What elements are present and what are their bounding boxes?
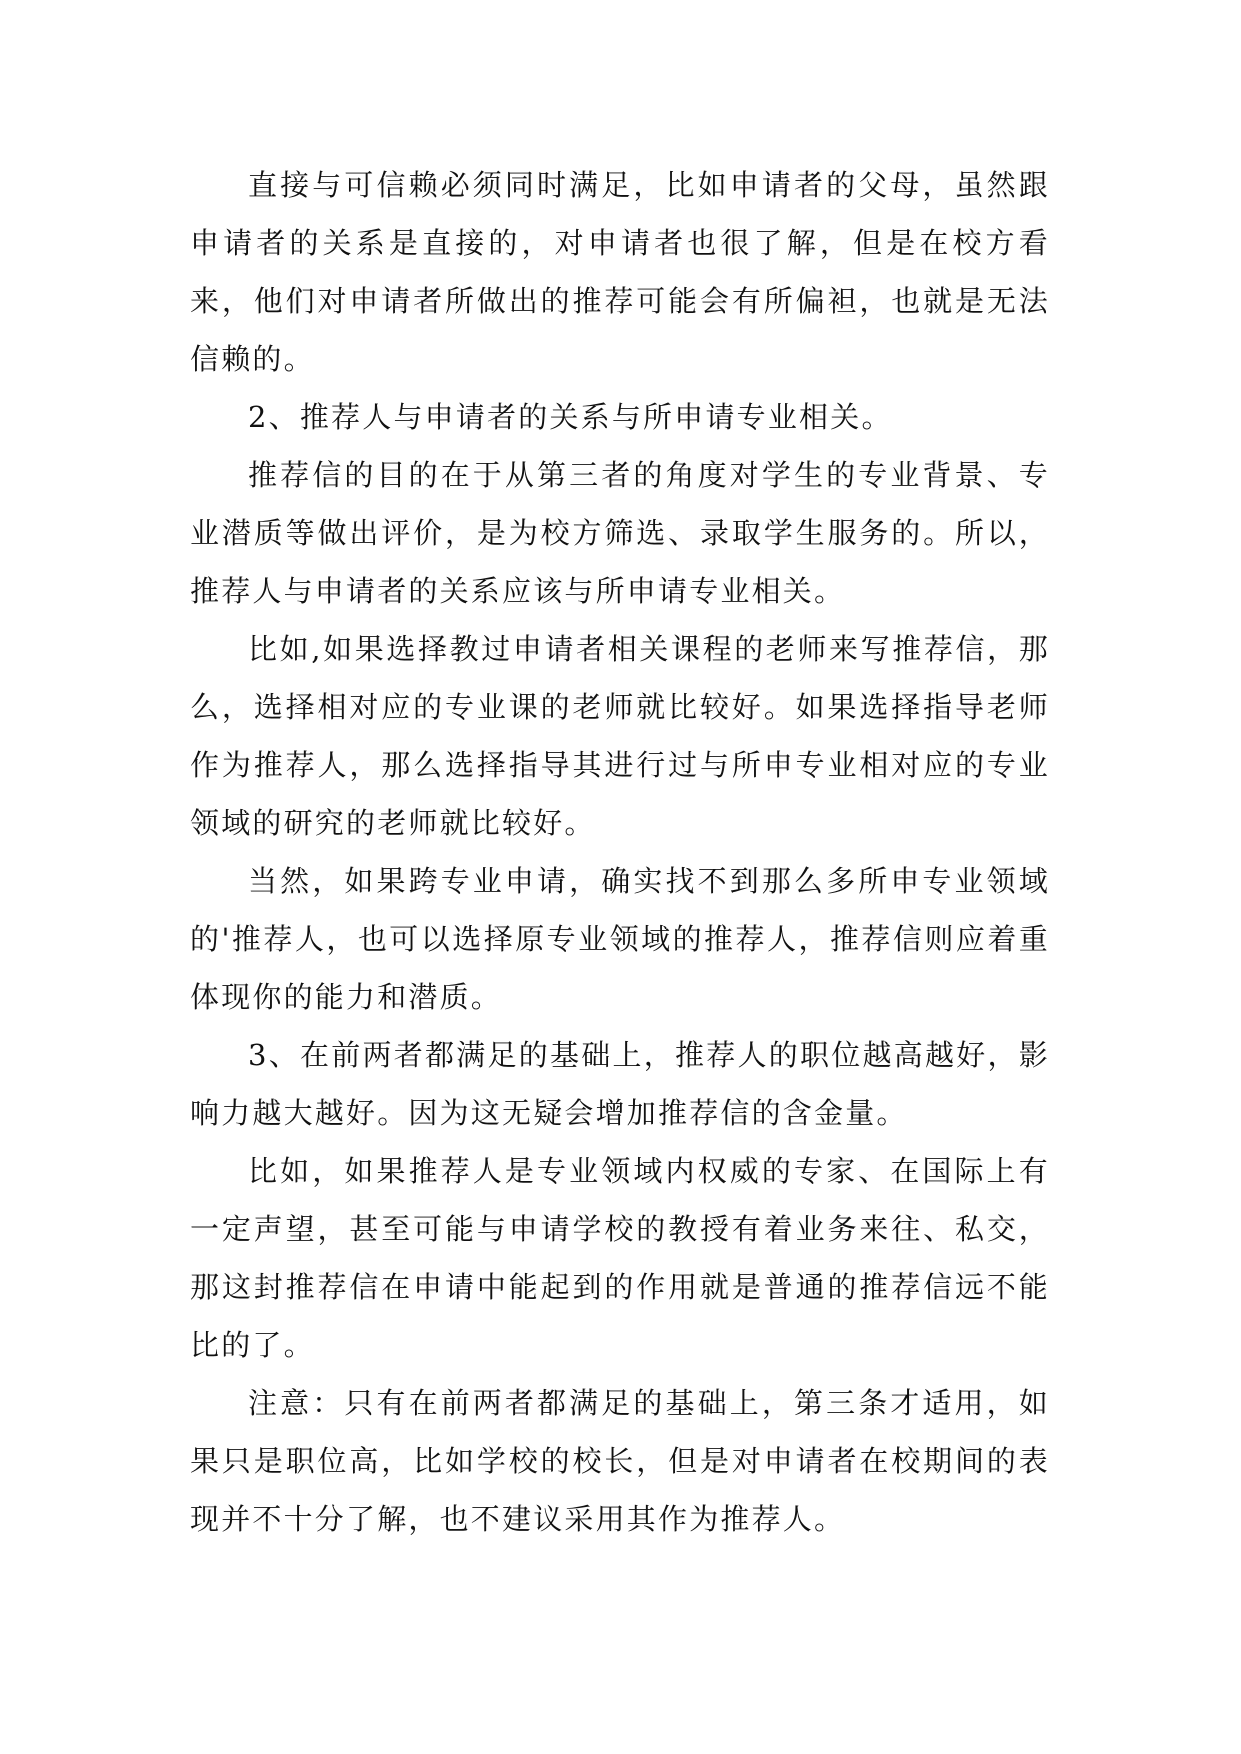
paragraph-8: 注意：只有在前两者都满足的基础上，第三条才适用，如果只是职位高，比如学校的校长，但是对申请者在校期间的表现并不十分了解，也不建议采用其作为推荐人。 <box>190 1386 1050 1536</box>
paragraph-5: 当然，如果跨专业申请，确实找不到那么多所申专业领域的'推荐人，也可以选择原专业领域的推荐人，推荐信则应着重体现你的能力和潜质。 <box>190 864 1050 1014</box>
paragraph-3: 推荐信的目的在于从第三者的角度对学生的专业背景、专业潜质等做出评价，是为校方筛选、录取学生服务的。所以，推荐人与申请者的关系应该与所申请专业相关。 <box>190 458 1050 608</box>
paragraph-2: 2、推荐人与申请者的关系与所申请专业相关。 <box>248 400 893 434</box>
paragraph-4: 比如,如果选择教过申请者相关课程的老师来写推荐信，那么，选择相对应的专业课的老师就比较好。如果选择指导老师作为推荐人，那么选择指导其进行过与所申专业相对应的专业领域的研究的老师就比较好。 <box>190 632 1050 840</box>
paragraph-7: 比如，如果推荐人是专业领域内权威的专家、在国际上有一定声望，甚至可能与申请学校的教授有着业务来往、私交，那这封推荐信在申请中能起到的作用就是普通的推荐信远不能比的了。 <box>190 1154 1050 1362</box>
paragraph-1: 直接与可信赖必须同时满足，比如申请者的父母，虽然跟申请者的关系是直接的，对申请者也很了解，但是在校方看来，他们对申请者所做出的推荐可能会有所偏袒，也就是无法信赖的。 <box>190 168 1050 376</box>
document-body <box>190 156 1050 1548</box>
paragraph-6: 3、在前两者都满足的基础上，推荐人的职位越高越好，影响力越大越好。因为这无疑会增加推荐信的含金量。 <box>190 1038 1050 1130</box>
